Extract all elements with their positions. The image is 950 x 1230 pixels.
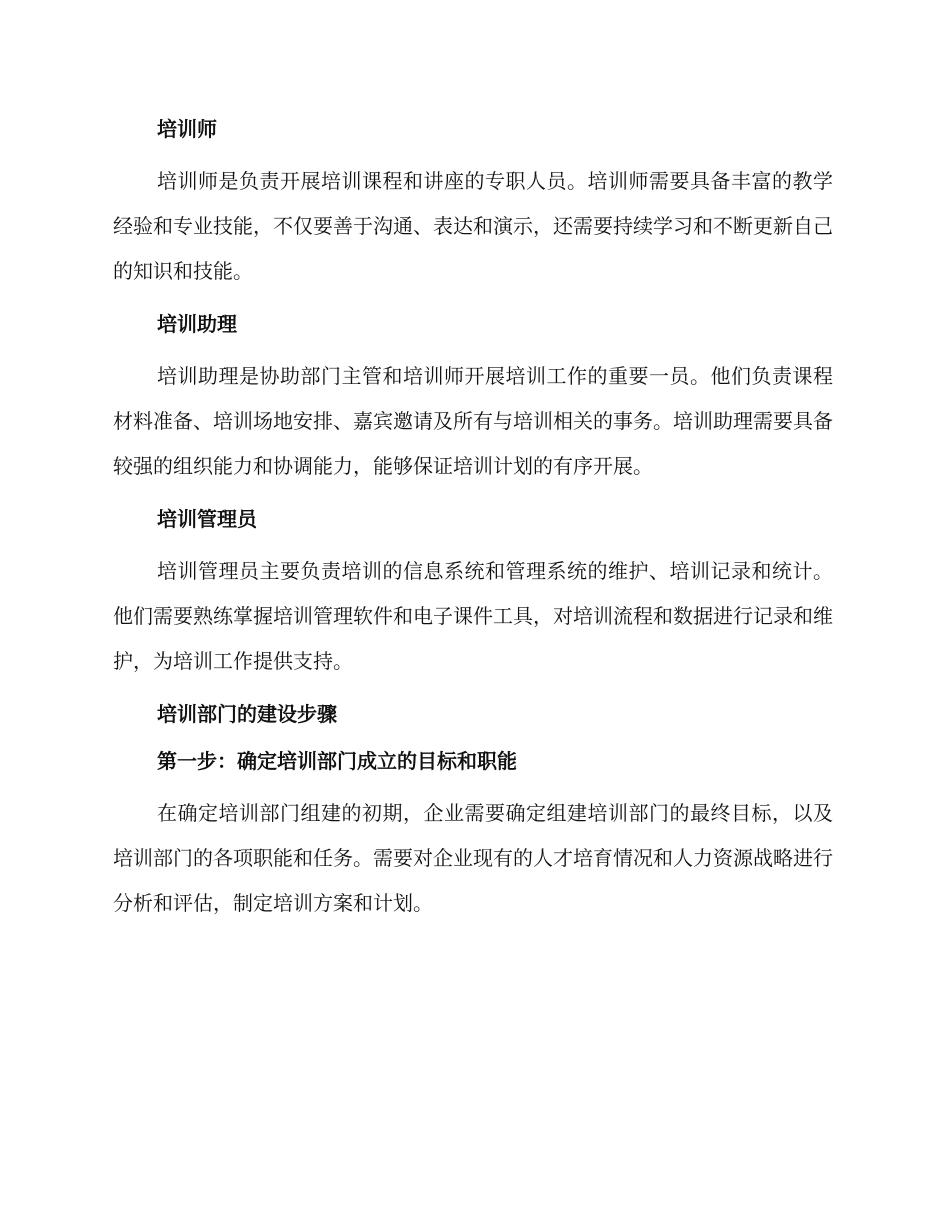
paragraph-step-one: 在确定培训部门组建的初期，企业需要确定组建培训部门的最终目标，以及培训部门的各项职能和任务。需要对企业现有的人才培育情况和人力资源战略进行分析和评估，制定培训方案和计划。: [113, 801, 833, 915]
section-title-construction-steps: 培训部门的建设步骤: [157, 702, 337, 726]
heading-training-administrator: 培训管理员: [157, 507, 257, 531]
paragraph-training-administrator: 培训管理员主要负责培训的信息系统和管理系统的维护、培训记录和统计。他们需要熟练掌握培训管理软件和电子课件工具，对培训流程和数据进行记录和维护，为培训工作提供支持。: [113, 559, 833, 673]
paragraph-trainer: 培训师是负责开展培训课程和讲座的专职人员。培训师需要具备丰富的教学经验和专业技能，不仅要善于沟通、表达和演示，还需要持续学习和不断更新自己的知识和技能。: [113, 169, 833, 283]
document-body: [113, 112, 833, 926]
heading-step-one: 第一步：确定培训部门成立的目标和职能: [157, 749, 517, 773]
heading-training-assistant: 培训助理: [157, 312, 237, 336]
heading-trainer: 培训师: [157, 117, 217, 141]
paragraph-training-assistant: 培训助理是协助部门主管和培训师开展培训工作的重要一员。他们负责课程材料准备、培训场地安排、嘉宾邀请及所有与培训相关的事务。培训助理需要具备较强的组织能力和协调能力，能够保证培训计划的有序开展。: [113, 364, 833, 478]
